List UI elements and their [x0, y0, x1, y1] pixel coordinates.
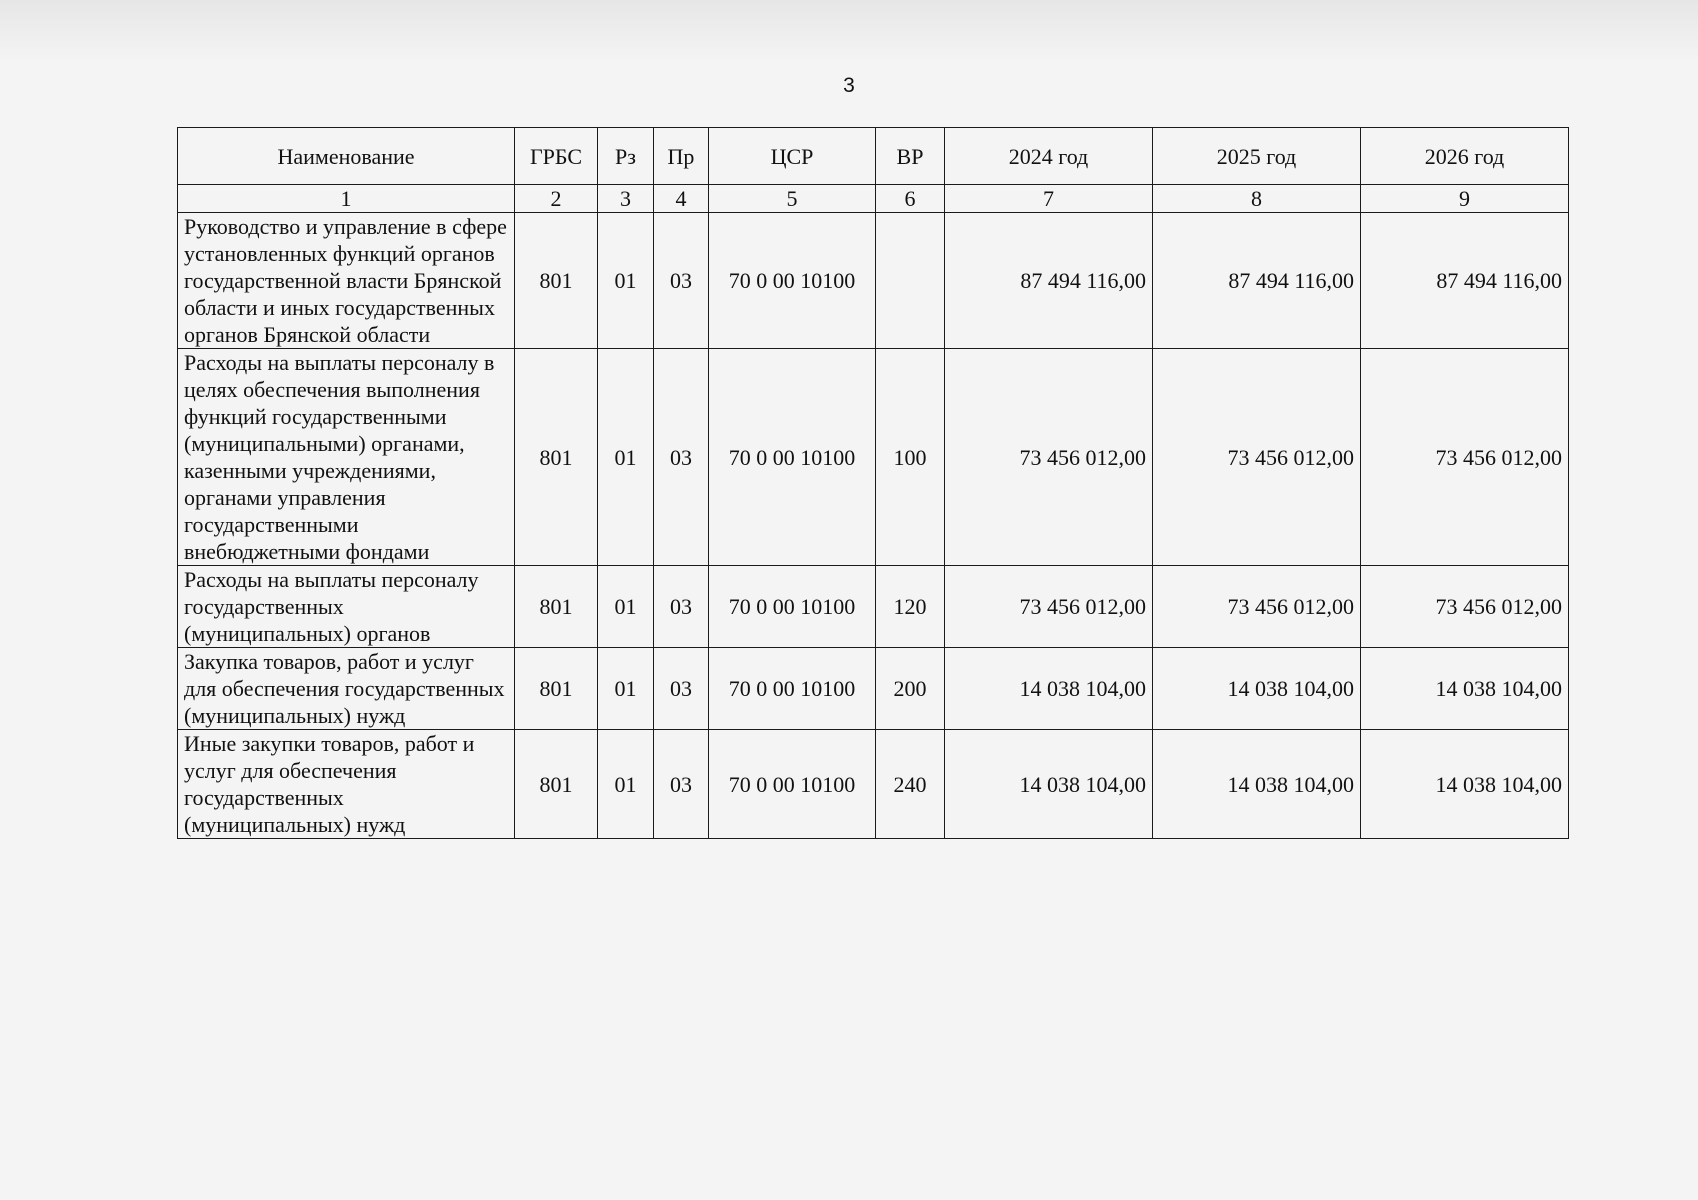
row-name: Расходы на выплаты персоналу государственных (муниципальных) органов [178, 566, 515, 648]
row-amount-2025: 73 456 012,00 [1153, 566, 1361, 648]
row-csr: 70 0 00 10100 [709, 349, 876, 566]
budget-table [177, 127, 1569, 839]
header-vr: ВР [876, 128, 945, 185]
column-number: 9 [1361, 185, 1569, 213]
row-name: Закупка товаров, работ и услуг для обеспечения государственных (муниципальных) нужд [178, 648, 515, 730]
column-number: 7 [945, 185, 1153, 213]
row-pr: 03 [654, 566, 709, 648]
row-amount-2024: 14 038 104,00 [945, 648, 1153, 730]
row-pr: 03 [654, 213, 709, 349]
header-csr: ЦСР [709, 128, 876, 185]
column-number-row [178, 185, 1569, 213]
row-vr: 120 [876, 566, 945, 648]
row-pr: 03 [654, 730, 709, 839]
row-amount-2026: 14 038 104,00 [1361, 648, 1569, 730]
row-rz: 01 [598, 730, 654, 839]
row-amount-2026: 73 456 012,00 [1361, 349, 1569, 566]
table-row [178, 730, 1569, 839]
header-pr: Пр [654, 128, 709, 185]
table-row [178, 566, 1569, 648]
row-vr: 240 [876, 730, 945, 839]
header-row [178, 128, 1569, 185]
row-amount-2026: 14 038 104,00 [1361, 730, 1569, 839]
page-number: 3 [843, 74, 855, 97]
row-vr [876, 213, 945, 349]
row-grbs: 801 [515, 566, 598, 648]
row-rz: 01 [598, 648, 654, 730]
row-amount-2026: 73 456 012,00 [1361, 566, 1569, 648]
column-number: 1 [178, 185, 515, 213]
row-vr: 200 [876, 648, 945, 730]
column-number: 5 [709, 185, 876, 213]
row-pr: 03 [654, 648, 709, 730]
row-name: Расходы на выплаты персоналу в целях обеспечения выполнения функций государственными (муниципальными) органами, казенными учреждениями, органами управления государственными внебюджетными фондами [178, 349, 515, 566]
table-row [178, 648, 1569, 730]
row-grbs: 801 [515, 349, 598, 566]
row-rz: 01 [598, 566, 654, 648]
column-number: 4 [654, 185, 709, 213]
row-amount-2024: 87 494 116,00 [945, 213, 1153, 349]
column-number: 3 [598, 185, 654, 213]
row-amount-2024: 73 456 012,00 [945, 566, 1153, 648]
column-number: 8 [1153, 185, 1361, 213]
header-2026: 2026 год [1361, 128, 1569, 185]
row-amount-2025: 87 494 116,00 [1153, 213, 1361, 349]
row-name: Иные закупки товаров, работ и услуг для обеспечения государственных (муниципальных) нужд [178, 730, 515, 839]
row-rz: 01 [598, 213, 654, 349]
row-amount-2025: 73 456 012,00 [1153, 349, 1361, 566]
header-rz: Рз [598, 128, 654, 185]
row-amount-2024: 14 038 104,00 [945, 730, 1153, 839]
row-vr: 100 [876, 349, 945, 566]
header-grbs: ГРБС [515, 128, 598, 185]
header-2024: 2024 год [945, 128, 1153, 185]
row-amount-2025: 14 038 104,00 [1153, 648, 1361, 730]
row-name: Руководство и управление в сфере установленных функций органов государственной власти Брянской области и иных государственных органов Брянской области [178, 213, 515, 349]
table-row [178, 213, 1569, 349]
row-grbs: 801 [515, 213, 598, 349]
header-2025: 2025 год [1153, 128, 1361, 185]
row-rz: 01 [598, 349, 654, 566]
row-csr: 70 0 00 10100 [709, 648, 876, 730]
column-number: 6 [876, 185, 945, 213]
row-amount-2026: 87 494 116,00 [1361, 213, 1569, 349]
row-grbs: 801 [515, 648, 598, 730]
row-csr: 70 0 00 10100 [709, 730, 876, 839]
header-name: Наименование [178, 128, 515, 185]
row-grbs: 801 [515, 730, 598, 839]
scan-artifact-band [0, 0, 1698, 62]
table-row [178, 349, 1569, 566]
row-csr: 70 0 00 10100 [709, 566, 876, 648]
row-pr: 03 [654, 349, 709, 566]
row-amount-2024: 73 456 012,00 [945, 349, 1153, 566]
row-amount-2025: 14 038 104,00 [1153, 730, 1361, 839]
row-csr: 70 0 00 10100 [709, 213, 876, 349]
column-number: 2 [515, 185, 598, 213]
